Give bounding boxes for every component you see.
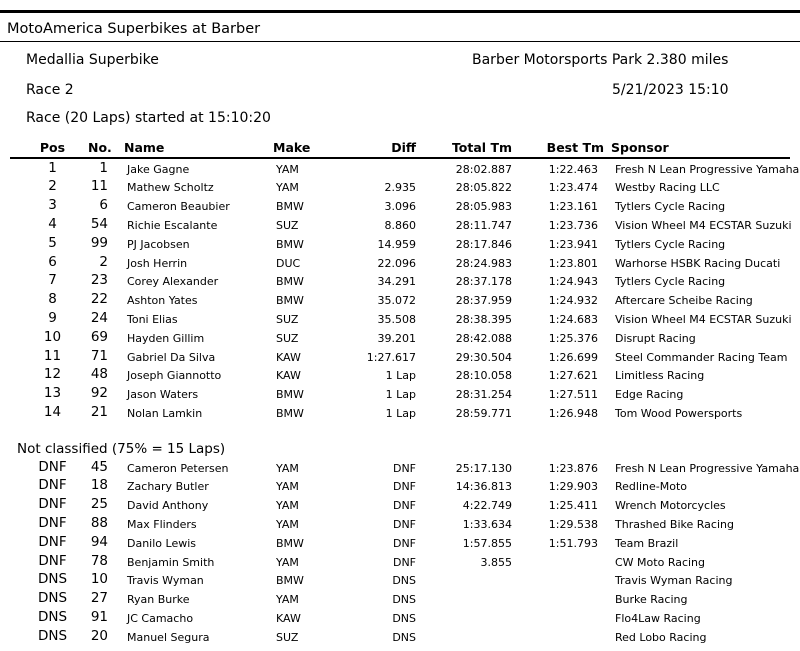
cell-diff: 22.096 xyxy=(377,256,416,270)
cell-diff: DNF xyxy=(392,499,416,513)
cell-pos: DNF xyxy=(38,458,67,475)
cell-diff: 2.935 xyxy=(384,181,416,195)
cell-diff: DNF xyxy=(392,536,416,550)
cell-make: SUZ xyxy=(276,630,299,644)
cell-diff: 1 Lap xyxy=(385,369,416,383)
table-row xyxy=(0,348,800,367)
cell-total: 28:05.983 xyxy=(455,200,512,214)
cell-diff: DNF xyxy=(392,555,416,569)
cell-sponsor: Team Brazil xyxy=(615,536,679,550)
cell-sponsor: Tom Wood Powersports xyxy=(615,406,743,420)
cell-diff: 1 Lap xyxy=(385,388,416,402)
not-classified-label: Not classified (75% = 15 Laps) xyxy=(17,441,226,457)
cell-best: 1:25.376 xyxy=(548,331,598,345)
cell-sponsor: Fresh N Lean Progressive Yamaha xyxy=(615,461,800,475)
cell-diff: 39.201 xyxy=(377,331,416,345)
cell-make: SUZ xyxy=(276,312,299,326)
cell-sponsor: Redline-Moto xyxy=(615,480,687,494)
col-pos-header: Pos xyxy=(39,140,66,155)
table-row xyxy=(0,385,800,404)
cell-pos: 9 xyxy=(48,309,57,326)
cell-total: 28:17.846 xyxy=(455,237,512,251)
cell-sponsor: Edge Racing xyxy=(615,388,684,402)
cell-best: 1:22.463 xyxy=(548,162,598,176)
table-row xyxy=(0,197,800,216)
cell-diff: DNS xyxy=(392,611,416,625)
cell-pos: 5 xyxy=(48,234,57,251)
race-start-info: Race (20 Laps) started at 15:10:20 xyxy=(26,110,271,126)
cell-no: 11 xyxy=(90,178,108,195)
cell-pos: 10 xyxy=(43,328,62,345)
cell-sponsor: Aftercare Scheibe Racing xyxy=(615,294,753,308)
col-total-header: Total Tm xyxy=(451,140,512,155)
table-row xyxy=(0,366,800,385)
cell-pos: 11 xyxy=(43,347,62,364)
cell-name: Nolan Lamkin xyxy=(127,406,203,420)
cell-total: 3.855 xyxy=(480,555,512,569)
cell-no: 91 xyxy=(90,608,108,625)
race-date: 5/21/2023 15:10 xyxy=(612,82,729,98)
cell-sponsor: Limitless Racing xyxy=(615,369,705,383)
race-label: Race 2 xyxy=(26,82,74,98)
table-row xyxy=(0,477,800,496)
cell-make: YAM xyxy=(276,555,299,569)
cell-pos: 12 xyxy=(43,366,62,383)
cell-total: 28:11.747 xyxy=(455,218,512,232)
cell-name: Richie Escalante xyxy=(127,218,218,232)
cell-no: 71 xyxy=(90,347,108,364)
cell-make: KAW xyxy=(276,611,301,625)
cell-name: Josh Herrin xyxy=(127,256,188,270)
cell-diff: DNF xyxy=(392,517,416,531)
cell-name: Danilo Lewis xyxy=(127,536,197,550)
cell-make: BMW xyxy=(276,200,304,214)
table-row xyxy=(0,496,800,515)
cell-no: 24 xyxy=(90,309,108,326)
cell-total: 28:59.771 xyxy=(455,406,512,420)
cell-make: BMW xyxy=(276,574,304,588)
table-row xyxy=(0,291,800,310)
cell-name: Zachary Butler xyxy=(127,480,209,494)
cell-name: Cameron Petersen xyxy=(127,461,229,475)
cell-diff: 35.508 xyxy=(377,312,416,326)
cell-best: 1:23.876 xyxy=(548,461,598,475)
cell-total: 28:24.983 xyxy=(455,256,512,270)
cell-total: 28:05.822 xyxy=(455,181,512,195)
track-info: Barber Motorsports Park 2.380 miles xyxy=(472,52,729,68)
cell-no: 99 xyxy=(90,234,108,251)
cell-name: Hayden Gillim xyxy=(127,331,205,345)
cell-diff: 8.860 xyxy=(384,218,416,232)
table-row xyxy=(0,235,800,254)
cell-pos: DNS xyxy=(37,571,68,588)
cell-no: 25 xyxy=(90,496,108,513)
cell-make: DUC xyxy=(276,256,301,270)
cell-sponsor: Steel Commander Racing Team xyxy=(615,350,788,364)
cell-name: Ryan Burke xyxy=(127,593,190,607)
table-row xyxy=(0,609,800,628)
cell-name: Cameron Beaubier xyxy=(127,200,230,214)
table-row xyxy=(0,553,800,572)
cell-diff: DNF xyxy=(392,480,416,494)
cell-best: 1:24.683 xyxy=(548,312,598,326)
cell-best: 1:23.801 xyxy=(548,256,598,270)
cell-name: Travis Wyman xyxy=(127,574,204,588)
cell-name: Joseph Giannotto xyxy=(127,369,222,383)
cell-total: 28:10.058 xyxy=(455,369,512,383)
table-row xyxy=(0,590,800,609)
cell-pos: DNS xyxy=(37,627,68,644)
cell-diff: DNS xyxy=(392,574,416,588)
cell-best: 1:29.903 xyxy=(548,480,598,494)
table-row xyxy=(0,515,800,534)
cell-diff: 35.072 xyxy=(377,294,416,308)
cell-sponsor: CW Moto Racing xyxy=(615,555,706,569)
cell-sponsor: Tytlers Cycle Racing xyxy=(615,237,726,251)
cell-make: YAM xyxy=(276,162,299,176)
class-name: Medallia Superbike xyxy=(26,52,159,68)
cell-total: 1:33.634 xyxy=(462,517,512,531)
cell-name: Ashton Yates xyxy=(127,294,198,308)
cell-no: 45 xyxy=(90,458,108,475)
cell-name: PJ Jacobsen xyxy=(127,237,190,251)
cell-sponsor: Tytlers Cycle Racing xyxy=(615,200,726,214)
cell-no: 23 xyxy=(90,272,108,289)
col-best-header: Best Tm xyxy=(546,140,604,155)
cell-name: Max Flinders xyxy=(127,517,197,531)
cell-pos: 7 xyxy=(48,272,57,289)
cell-no: 1 xyxy=(99,159,108,176)
cell-total: 29:30.504 xyxy=(455,350,512,364)
cell-best: 1:27.621 xyxy=(548,369,598,383)
table-row xyxy=(0,329,800,348)
cell-make: YAM xyxy=(276,593,299,607)
cell-make: YAM xyxy=(276,461,299,475)
cell-no: 48 xyxy=(90,366,108,383)
cell-no: 22 xyxy=(90,291,108,308)
cell-sponsor: Vision Wheel M4 ECSTAR Suzuki xyxy=(615,312,792,326)
cell-total: 28:37.959 xyxy=(455,294,512,308)
table-row xyxy=(0,160,800,179)
cell-make: BMW xyxy=(276,388,304,402)
cell-name: Jason Waters xyxy=(127,388,199,402)
top-rule xyxy=(0,10,800,13)
cell-total: 28:31.254 xyxy=(455,388,512,402)
cell-no: 20 xyxy=(90,627,108,644)
cell-name: Manuel Segura xyxy=(127,630,210,644)
cell-no: 27 xyxy=(90,590,108,607)
cell-total: 28:42.088 xyxy=(455,331,512,345)
cell-pos: DNF xyxy=(38,533,67,550)
table-row xyxy=(0,404,800,423)
cell-make: BMW xyxy=(276,406,304,420)
cell-pos: DNF xyxy=(38,496,67,513)
table-row xyxy=(0,459,800,478)
cell-best: 1:26.948 xyxy=(548,406,598,420)
cell-make: BMW xyxy=(276,536,304,550)
cell-sponsor: Wrench Motorcycles xyxy=(615,499,726,513)
cell-name: Mathew Scholtz xyxy=(127,181,214,195)
cell-pos: 1 xyxy=(48,159,57,176)
cell-sponsor: Disrupt Racing xyxy=(615,331,696,345)
cell-diff: 34.291 xyxy=(377,275,416,289)
cell-name: Corey Alexander xyxy=(127,275,219,289)
cell-total: 28:37.178 xyxy=(455,275,512,289)
title-separator xyxy=(0,41,800,42)
cell-no: 92 xyxy=(90,385,108,402)
cell-pos: DNF xyxy=(38,477,67,494)
col-diff-header: Diff xyxy=(391,140,416,155)
cell-best: 1:23.736 xyxy=(548,218,598,232)
cell-total: 4:22.749 xyxy=(462,499,512,513)
cell-sponsor: Burke Racing xyxy=(615,593,688,607)
cell-total: 28:02.887 xyxy=(455,162,512,176)
cell-diff: 1 Lap xyxy=(385,406,416,420)
cell-make: KAW xyxy=(276,369,301,383)
table-row xyxy=(0,628,800,647)
cell-make: SUZ xyxy=(276,331,299,345)
cell-name: Toni Elias xyxy=(127,312,178,326)
cell-name: Jake Gagne xyxy=(127,162,190,176)
cell-pos: 4 xyxy=(48,215,57,232)
cell-sponsor: Tytlers Cycle Racing xyxy=(615,275,726,289)
document-title: MotoAmerica Superbikes at Barber xyxy=(7,21,261,37)
cell-sponsor: Travis Wyman Racing xyxy=(615,574,733,588)
cell-make: YAM xyxy=(276,499,299,513)
cell-total: 28:38.395 xyxy=(455,312,512,326)
cell-total: 14:36.813 xyxy=(455,480,512,494)
cell-pos: DNS xyxy=(37,608,68,625)
cell-best: 1:23.474 xyxy=(548,181,598,195)
cell-best: 1:23.161 xyxy=(548,200,598,214)
cell-diff: 3.096 xyxy=(384,200,416,214)
table-row xyxy=(0,310,800,329)
cell-best: 1:29.538 xyxy=(548,517,598,531)
col-name-header: Name xyxy=(124,140,165,155)
cell-total: 25:17.130 xyxy=(455,461,512,475)
cell-diff: 14.959 xyxy=(377,237,416,251)
cell-name: David Anthony xyxy=(127,499,209,513)
cell-no: 2 xyxy=(99,253,108,270)
col-make-header: Make xyxy=(273,140,311,155)
table-row xyxy=(0,272,800,291)
cell-make: KAW xyxy=(276,350,301,364)
cell-no: 88 xyxy=(90,514,108,531)
cell-make: BMW xyxy=(276,237,304,251)
cell-name: JC Camacho xyxy=(127,611,194,625)
col-sponsor-header: Sponsor xyxy=(611,140,669,155)
cell-sponsor: Flo4Law Racing xyxy=(615,611,701,625)
cell-no: 54 xyxy=(90,215,108,232)
cell-sponsor: Westby Racing LLC xyxy=(615,181,720,195)
table-row xyxy=(0,216,800,235)
cell-diff: 1:27.617 xyxy=(366,350,416,364)
cell-pos: DNF xyxy=(38,514,67,531)
cell-sponsor: Red Lobo Racing xyxy=(615,630,707,644)
table-row xyxy=(0,254,800,273)
cell-sponsor: Thrashed Bike Racing xyxy=(615,517,734,531)
cell-name: Benjamin Smith xyxy=(127,555,215,569)
cell-make: YAM xyxy=(276,480,299,494)
table-row xyxy=(0,571,800,590)
cell-make: YAM xyxy=(276,517,299,531)
cell-pos: 13 xyxy=(43,385,62,402)
cell-pos: 6 xyxy=(48,253,57,270)
cell-sponsor: Fresh N Lean Progressive Yamaha xyxy=(615,162,800,176)
cell-pos: 3 xyxy=(48,197,57,214)
cell-best: 1:51.793 xyxy=(548,536,598,550)
cell-diff: DNF xyxy=(392,461,416,475)
cell-make: BMW xyxy=(276,294,304,308)
table-row xyxy=(0,178,800,197)
table-row xyxy=(0,534,800,553)
cell-no: 94 xyxy=(90,533,108,550)
cell-sponsor: Warhorse HSBK Racing Ducati xyxy=(615,256,781,270)
cell-best: 1:26.699 xyxy=(548,350,598,364)
cell-best: 1:24.943 xyxy=(548,275,598,289)
cell-best: 1:27.511 xyxy=(548,388,598,402)
cell-no: 69 xyxy=(90,328,108,345)
cell-best: 1:25.411 xyxy=(548,499,598,513)
cell-best: 1:24.932 xyxy=(548,294,598,308)
cell-no: 10 xyxy=(90,571,108,588)
cell-sponsor: Vision Wheel M4 ECSTAR Suzuki xyxy=(615,218,792,232)
cell-best: 1:23.941 xyxy=(548,237,598,251)
cell-make: YAM xyxy=(276,181,299,195)
col-no-header: No. xyxy=(88,140,112,155)
cell-total: 1:57.855 xyxy=(462,536,512,550)
cell-pos: 14 xyxy=(43,403,62,420)
column-headers xyxy=(0,140,800,158)
cell-no: 6 xyxy=(99,197,108,214)
cell-name: Gabriel Da Silva xyxy=(127,350,216,364)
cell-no: 21 xyxy=(90,403,108,420)
cell-make: BMW xyxy=(276,275,304,289)
cell-pos: DNS xyxy=(37,590,68,607)
cell-no: 78 xyxy=(90,552,108,569)
cell-no: 18 xyxy=(90,477,108,494)
cell-make: SUZ xyxy=(276,218,299,232)
cell-pos: 2 xyxy=(48,178,57,195)
cell-pos: 8 xyxy=(48,291,57,308)
cell-diff: DNS xyxy=(392,593,416,607)
cell-diff: DNS xyxy=(392,630,416,644)
cell-pos: DNF xyxy=(38,552,67,569)
